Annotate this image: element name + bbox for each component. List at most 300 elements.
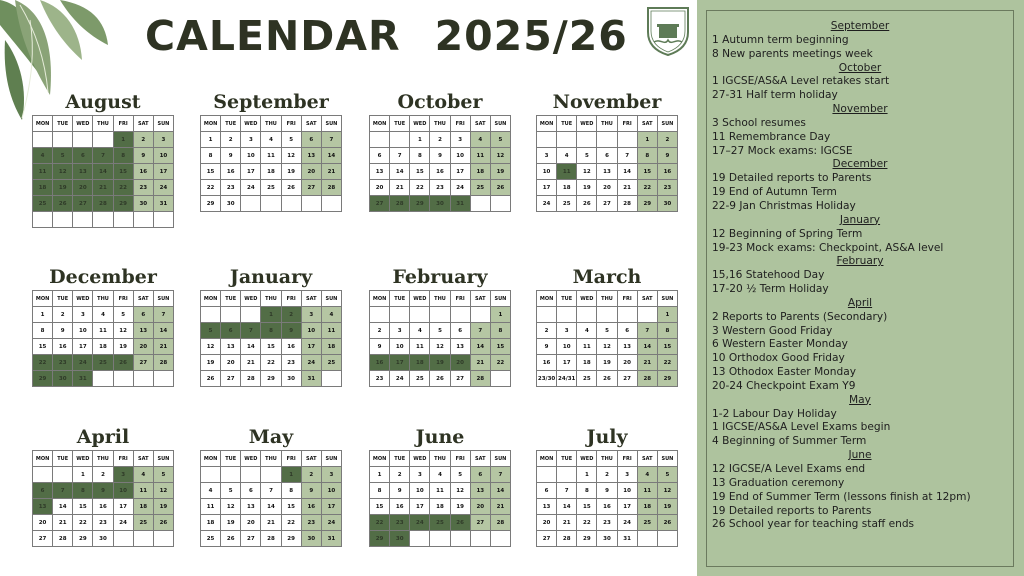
weekday-header: THU <box>597 116 617 132</box>
day-cell: 25 <box>557 196 577 212</box>
day-cell: 9 <box>657 148 677 164</box>
weekday-header: MON <box>370 451 390 467</box>
day-cell: 17 <box>241 164 261 180</box>
day-cell: 29 <box>637 196 657 212</box>
day-cell: 22 <box>33 355 53 371</box>
day-cell: 23 <box>281 355 301 371</box>
empty-cell <box>617 307 637 323</box>
day-cell: 22 <box>577 515 597 531</box>
day-cell: 19 <box>597 355 617 371</box>
day-cell: 23 <box>53 355 73 371</box>
day-cell: 12 <box>113 323 133 339</box>
event-item: 8 New parents meetings week <box>712 47 873 60</box>
day-cell: 11 <box>470 148 490 164</box>
weekday-header: THU <box>430 116 450 132</box>
empty-cell <box>370 307 390 323</box>
empty-cell <box>470 307 490 323</box>
day-cell: 31 <box>321 531 341 547</box>
day-cell: 30 <box>301 531 321 547</box>
day-cell: 3 <box>241 132 261 148</box>
weekday-header: SUN <box>321 116 341 132</box>
weekday-header: TUE <box>390 451 410 467</box>
day-cell: 15 <box>637 164 657 180</box>
month-name: January <box>229 266 313 288</box>
weekday-header: TUE <box>221 291 241 307</box>
day-cell: 23 <box>430 180 450 196</box>
day-cell: 7 <box>490 467 510 483</box>
day-cell: 13 <box>370 164 390 180</box>
month-august <box>32 89 174 228</box>
day-cell: 15 <box>281 499 301 515</box>
empty-cell <box>597 307 617 323</box>
day-cell: 28 <box>637 371 657 387</box>
day-cell: 14 <box>617 164 637 180</box>
day-cell: 11 <box>637 483 657 499</box>
day-cell: 30 <box>221 196 241 212</box>
weekday-header: SUN <box>321 291 341 307</box>
day-cell: 29 <box>370 531 390 547</box>
day-cell: 14 <box>390 164 410 180</box>
day-cell: 1 <box>657 307 677 323</box>
day-cell: 5 <box>153 467 173 483</box>
day-cell: 8 <box>73 483 93 499</box>
weekday-header: TUE <box>53 116 73 132</box>
day-cell: 21 <box>470 355 490 371</box>
weekday-header: THU <box>430 451 450 467</box>
day-cell: 14 <box>470 339 490 355</box>
day-cell: 16 <box>390 499 410 515</box>
empty-cell <box>597 132 617 148</box>
day-cell: 10 <box>617 483 637 499</box>
month-june <box>369 424 511 547</box>
weekday-header: FRI <box>617 116 637 132</box>
event-item: 12 IGCSE/A Level Exams end <box>712 463 866 475</box>
weekday-header: FRI <box>617 451 637 467</box>
day-cell: 26 <box>201 371 221 387</box>
weekday-header: TUE <box>557 291 577 307</box>
day-cell: 21 <box>617 180 637 196</box>
empty-cell <box>73 212 93 228</box>
day-cell: 1 <box>33 307 53 323</box>
day-cell: 30 <box>281 371 301 387</box>
empty-cell <box>410 307 430 323</box>
day-cell: 28 <box>241 371 261 387</box>
weekday-header: WED <box>577 116 597 132</box>
day-cell: 27 <box>470 515 490 531</box>
event-item: 27-31 Half term holiday <box>712 89 838 102</box>
day-cell: 5 <box>577 148 597 164</box>
day-cell: 26 <box>490 180 510 196</box>
day-cell: 13 <box>301 148 321 164</box>
day-cell: 26 <box>657 515 677 531</box>
empty-cell <box>410 531 430 547</box>
day-cell: 18 <box>93 339 113 355</box>
day-cell: 23 <box>133 180 153 196</box>
day-cell: 11 <box>410 339 430 355</box>
month-name: August <box>65 91 141 113</box>
day-cell: 2 <box>390 467 410 483</box>
day-cell: 1 <box>261 307 281 323</box>
day-cell: 11 <box>577 339 597 355</box>
month-table <box>200 450 342 547</box>
weekday-header: TUE <box>557 116 577 132</box>
day-cell: 16 <box>370 355 390 371</box>
weekday-header: SUN <box>657 116 677 132</box>
empty-cell <box>241 467 261 483</box>
weekday-header: FRI <box>281 291 301 307</box>
day-cell: 13 <box>221 339 241 355</box>
day-cell: 30 <box>53 371 73 387</box>
day-cell: 10 <box>537 164 557 180</box>
day-cell: 10 <box>321 483 341 499</box>
event-month-heading: February <box>836 255 884 268</box>
event-month-heading: April <box>847 296 873 309</box>
month-name: September <box>213 91 329 113</box>
day-cell: 12 <box>490 148 510 164</box>
day-cell: 19 <box>281 164 301 180</box>
day-cell: 27 <box>221 371 241 387</box>
event-item: 2 Reports to Parents (Secondary) <box>712 310 888 323</box>
day-cell: 4 <box>410 323 430 339</box>
day-cell: 16 <box>301 499 321 515</box>
empty-cell <box>470 196 490 212</box>
empty-cell <box>261 467 281 483</box>
day-cell: 9 <box>93 483 113 499</box>
day-cell: 25 <box>93 355 113 371</box>
day-cell: 30 <box>133 196 153 212</box>
page-title <box>145 8 628 64</box>
day-cell: 13 <box>241 499 261 515</box>
empty-cell <box>133 371 153 387</box>
weekday-header: SUN <box>657 291 677 307</box>
event-item: 15,16 Statehood Day <box>712 269 825 282</box>
month-table <box>32 115 174 228</box>
day-cell: 1 <box>370 467 390 483</box>
day-cell: 27 <box>597 196 617 212</box>
event-item: 10 Orthodox Good Friday <box>712 352 845 365</box>
day-cell: 8 <box>113 148 133 164</box>
weekday-header: SUN <box>657 451 677 467</box>
day-cell: 6 <box>133 307 153 323</box>
month-name: May <box>248 426 294 448</box>
month-december <box>32 264 174 387</box>
day-cell: 7 <box>153 307 173 323</box>
day-cell: 11 <box>557 164 577 180</box>
weekday-header: TUE <box>53 451 73 467</box>
month-name: December <box>49 266 157 288</box>
day-cell: 5 <box>53 148 73 164</box>
day-cell: 1 <box>637 132 657 148</box>
day-cell: 20 <box>597 180 617 196</box>
day-cell: 7 <box>93 148 113 164</box>
event-month-heading: January <box>839 213 881 226</box>
day-cell: 23 <box>597 515 617 531</box>
day-cell: 1 <box>490 307 510 323</box>
day-cell: 3 <box>113 467 133 483</box>
day-cell: 9 <box>281 323 301 339</box>
day-cell: 30 <box>390 531 410 547</box>
day-cell: 12 <box>221 499 241 515</box>
weekday-header: SAT <box>470 116 490 132</box>
day-cell: 6 <box>450 323 470 339</box>
month-table <box>536 450 678 547</box>
empty-cell <box>637 531 657 547</box>
weekday-header: SAT <box>637 116 657 132</box>
weekday-header: MON <box>537 451 557 467</box>
day-cell: 15 <box>201 164 221 180</box>
weekday-header: WED <box>73 116 93 132</box>
empty-cell <box>617 132 637 148</box>
day-cell: 17 <box>537 180 557 196</box>
event-item: 3 School resumes <box>712 116 806 129</box>
month-october <box>369 89 511 212</box>
day-cell: 19 <box>657 499 677 515</box>
day-cell: 19 <box>53 180 73 196</box>
day-cell: 4 <box>93 307 113 323</box>
empty-cell <box>33 212 53 228</box>
day-cell: 1 <box>281 467 301 483</box>
day-cell: 28 <box>557 531 577 547</box>
empty-cell <box>450 531 470 547</box>
day-cell: 30 <box>597 531 617 547</box>
day-cell: 15 <box>261 339 281 355</box>
day-cell: 5 <box>113 307 133 323</box>
day-cell: 22 <box>370 515 390 531</box>
weekday-header: SAT <box>133 291 153 307</box>
month-april <box>32 424 174 547</box>
day-cell: 13 <box>33 499 53 515</box>
day-cell: 27 <box>33 531 53 547</box>
day-cell: 25 <box>201 531 221 547</box>
day-cell: 17 <box>410 499 430 515</box>
day-cell: 5 <box>430 323 450 339</box>
day-cell: 24 <box>390 371 410 387</box>
day-cell: 20 <box>33 515 53 531</box>
day-cell: 6 <box>301 132 321 148</box>
day-cell: 26 <box>53 196 73 212</box>
day-cell: 2 <box>430 132 450 148</box>
day-cell: 31 <box>153 196 173 212</box>
day-cell: 7 <box>241 323 261 339</box>
day-cell: 28 <box>470 371 490 387</box>
day-cell: 7 <box>390 148 410 164</box>
weekday-header: THU <box>261 451 281 467</box>
weekday-header: FRI <box>113 291 133 307</box>
day-cell: 22 <box>637 180 657 196</box>
day-cell: 4 <box>321 307 341 323</box>
day-cell: 20 <box>133 339 153 355</box>
day-cell: 5 <box>201 323 221 339</box>
day-cell: 17 <box>113 499 133 515</box>
empty-cell <box>301 196 321 212</box>
weekday-header: MON <box>537 116 557 132</box>
day-cell: 9 <box>430 148 450 164</box>
day-cell: 5 <box>221 483 241 499</box>
empty-cell <box>53 212 73 228</box>
day-cell: 15 <box>410 164 430 180</box>
weekday-header: MON <box>201 116 221 132</box>
event-item: 3 Western Good Friday <box>712 324 833 337</box>
weekday-header: WED <box>410 116 430 132</box>
day-cell: 20 <box>470 499 490 515</box>
day-cell: 17 <box>557 355 577 371</box>
month-table <box>32 290 174 387</box>
day-cell: 26 <box>450 515 470 531</box>
event-item: 17–27 Mock exams: IGCSE <box>712 144 853 157</box>
day-cell: 27 <box>537 531 557 547</box>
day-cell: 29 <box>33 371 53 387</box>
day-cell: 19 <box>113 339 133 355</box>
empty-cell <box>221 467 241 483</box>
day-cell: 14 <box>241 339 261 355</box>
empty-cell <box>657 531 677 547</box>
empty-cell <box>241 307 261 323</box>
weekday-header: FRI <box>113 116 133 132</box>
weekday-header: THU <box>261 116 281 132</box>
empty-cell <box>537 467 557 483</box>
month-name: June <box>415 426 465 448</box>
day-cell: 17 <box>153 164 173 180</box>
day-cell: 10 <box>73 323 93 339</box>
day-cell: 18 <box>201 515 221 531</box>
day-cell: 29 <box>577 531 597 547</box>
day-cell: 25 <box>577 371 597 387</box>
day-cell: 20 <box>73 180 93 196</box>
month-march <box>536 264 678 387</box>
day-cell: 23 <box>93 515 113 531</box>
weekday-header: TUE <box>221 451 241 467</box>
month-table <box>536 115 678 212</box>
day-cell: 14 <box>490 483 510 499</box>
weekday-header: SAT <box>637 451 657 467</box>
day-cell: 29 <box>73 531 93 547</box>
day-cell: 19 <box>490 164 510 180</box>
day-cell: 6 <box>617 323 637 339</box>
day-cell: 17 <box>301 339 321 355</box>
day-cell: 16 <box>430 164 450 180</box>
empty-cell <box>490 531 510 547</box>
weekday-header: SUN <box>490 291 510 307</box>
day-cell: 5 <box>281 132 301 148</box>
day-cell: 8 <box>33 323 53 339</box>
empty-cell <box>321 196 341 212</box>
day-cell: 20 <box>241 515 261 531</box>
day-cell: 18 <box>133 499 153 515</box>
day-cell: 17 <box>73 339 93 355</box>
day-cell: 12 <box>577 164 597 180</box>
day-cell: 5 <box>657 467 677 483</box>
day-cell: 28 <box>617 196 637 212</box>
day-cell: 9 <box>370 339 390 355</box>
empty-cell <box>537 132 557 148</box>
day-cell: 13 <box>537 499 557 515</box>
event-item: 19-23 Mock exams: Checkpoint, AS&A level <box>712 241 944 254</box>
weekday-header: MON <box>370 291 390 307</box>
weekday-header: SUN <box>153 116 173 132</box>
day-cell: 26 <box>577 196 597 212</box>
day-cell: 9 <box>221 148 241 164</box>
day-cell: 8 <box>637 148 657 164</box>
day-cell: 6 <box>597 148 617 164</box>
day-cell: 31 <box>617 531 637 547</box>
day-cell: 24 <box>617 515 637 531</box>
day-cell: 2 <box>537 323 557 339</box>
day-cell: 14 <box>637 339 657 355</box>
day-cell: 28 <box>153 355 173 371</box>
day-cell: 4 <box>430 467 450 483</box>
day-cell: 25 <box>410 371 430 387</box>
event-item: 19 Detailed reports to Parents <box>712 172 872 185</box>
day-cell: 9 <box>390 483 410 499</box>
day-cell: 24 <box>153 180 173 196</box>
day-cell: 9 <box>537 339 557 355</box>
day-cell: 31 <box>301 371 321 387</box>
month-name: October <box>397 91 483 113</box>
day-cell: 21 <box>261 515 281 531</box>
day-cell: 18 <box>410 355 430 371</box>
day-cell: 9 <box>53 323 73 339</box>
day-cell: 22 <box>73 515 93 531</box>
day-cell: 7 <box>470 323 490 339</box>
day-cell: 15 <box>490 339 510 355</box>
empty-cell <box>93 132 113 148</box>
day-cell: 18 <box>261 164 281 180</box>
day-cell: 24 <box>73 355 93 371</box>
day-cell: 9 <box>133 148 153 164</box>
weekday-header: SAT <box>470 451 490 467</box>
day-cell: 2 <box>53 307 73 323</box>
day-cell: 23 <box>370 371 390 387</box>
day-cell: 6 <box>537 483 557 499</box>
weekday-header: FRI <box>450 291 470 307</box>
event-item: 13 Graduation ceremony <box>712 476 845 489</box>
weekday-header: TUE <box>557 451 577 467</box>
day-cell: 5 <box>490 132 510 148</box>
day-cell: 13 <box>617 339 637 355</box>
day-cell: 15 <box>73 499 93 515</box>
day-cell: 12 <box>450 483 470 499</box>
day-cell: 6 <box>470 467 490 483</box>
day-cell: 9 <box>301 483 321 499</box>
empty-cell <box>113 212 133 228</box>
weekday-header: SAT <box>301 451 321 467</box>
event-month-heading: May <box>849 393 871 406</box>
weekday-header: SAT <box>301 291 321 307</box>
day-cell: 15 <box>577 499 597 515</box>
day-cell: 7 <box>617 148 637 164</box>
day-cell: 23 <box>390 515 410 531</box>
day-cell: 12 <box>281 148 301 164</box>
day-cell: 10 <box>113 483 133 499</box>
day-cell: 29 <box>113 196 133 212</box>
weekday-header: SUN <box>490 451 510 467</box>
day-cell: 23 <box>657 180 677 196</box>
day-cell: 13 <box>450 339 470 355</box>
weekday-header: FRI <box>113 451 133 467</box>
empty-cell <box>113 371 133 387</box>
weekday-header: WED <box>73 291 93 307</box>
empty-cell <box>153 212 173 228</box>
day-cell: 22 <box>657 355 677 371</box>
day-cell: 30 <box>93 531 113 547</box>
day-cell: 27 <box>617 371 637 387</box>
title-year: 2025/26 <box>434 12 628 60</box>
day-cell: 2 <box>597 467 617 483</box>
day-cell: 8 <box>410 148 430 164</box>
day-cell: 22 <box>261 355 281 371</box>
month-name: April <box>76 426 130 448</box>
day-cell: 19 <box>430 355 450 371</box>
